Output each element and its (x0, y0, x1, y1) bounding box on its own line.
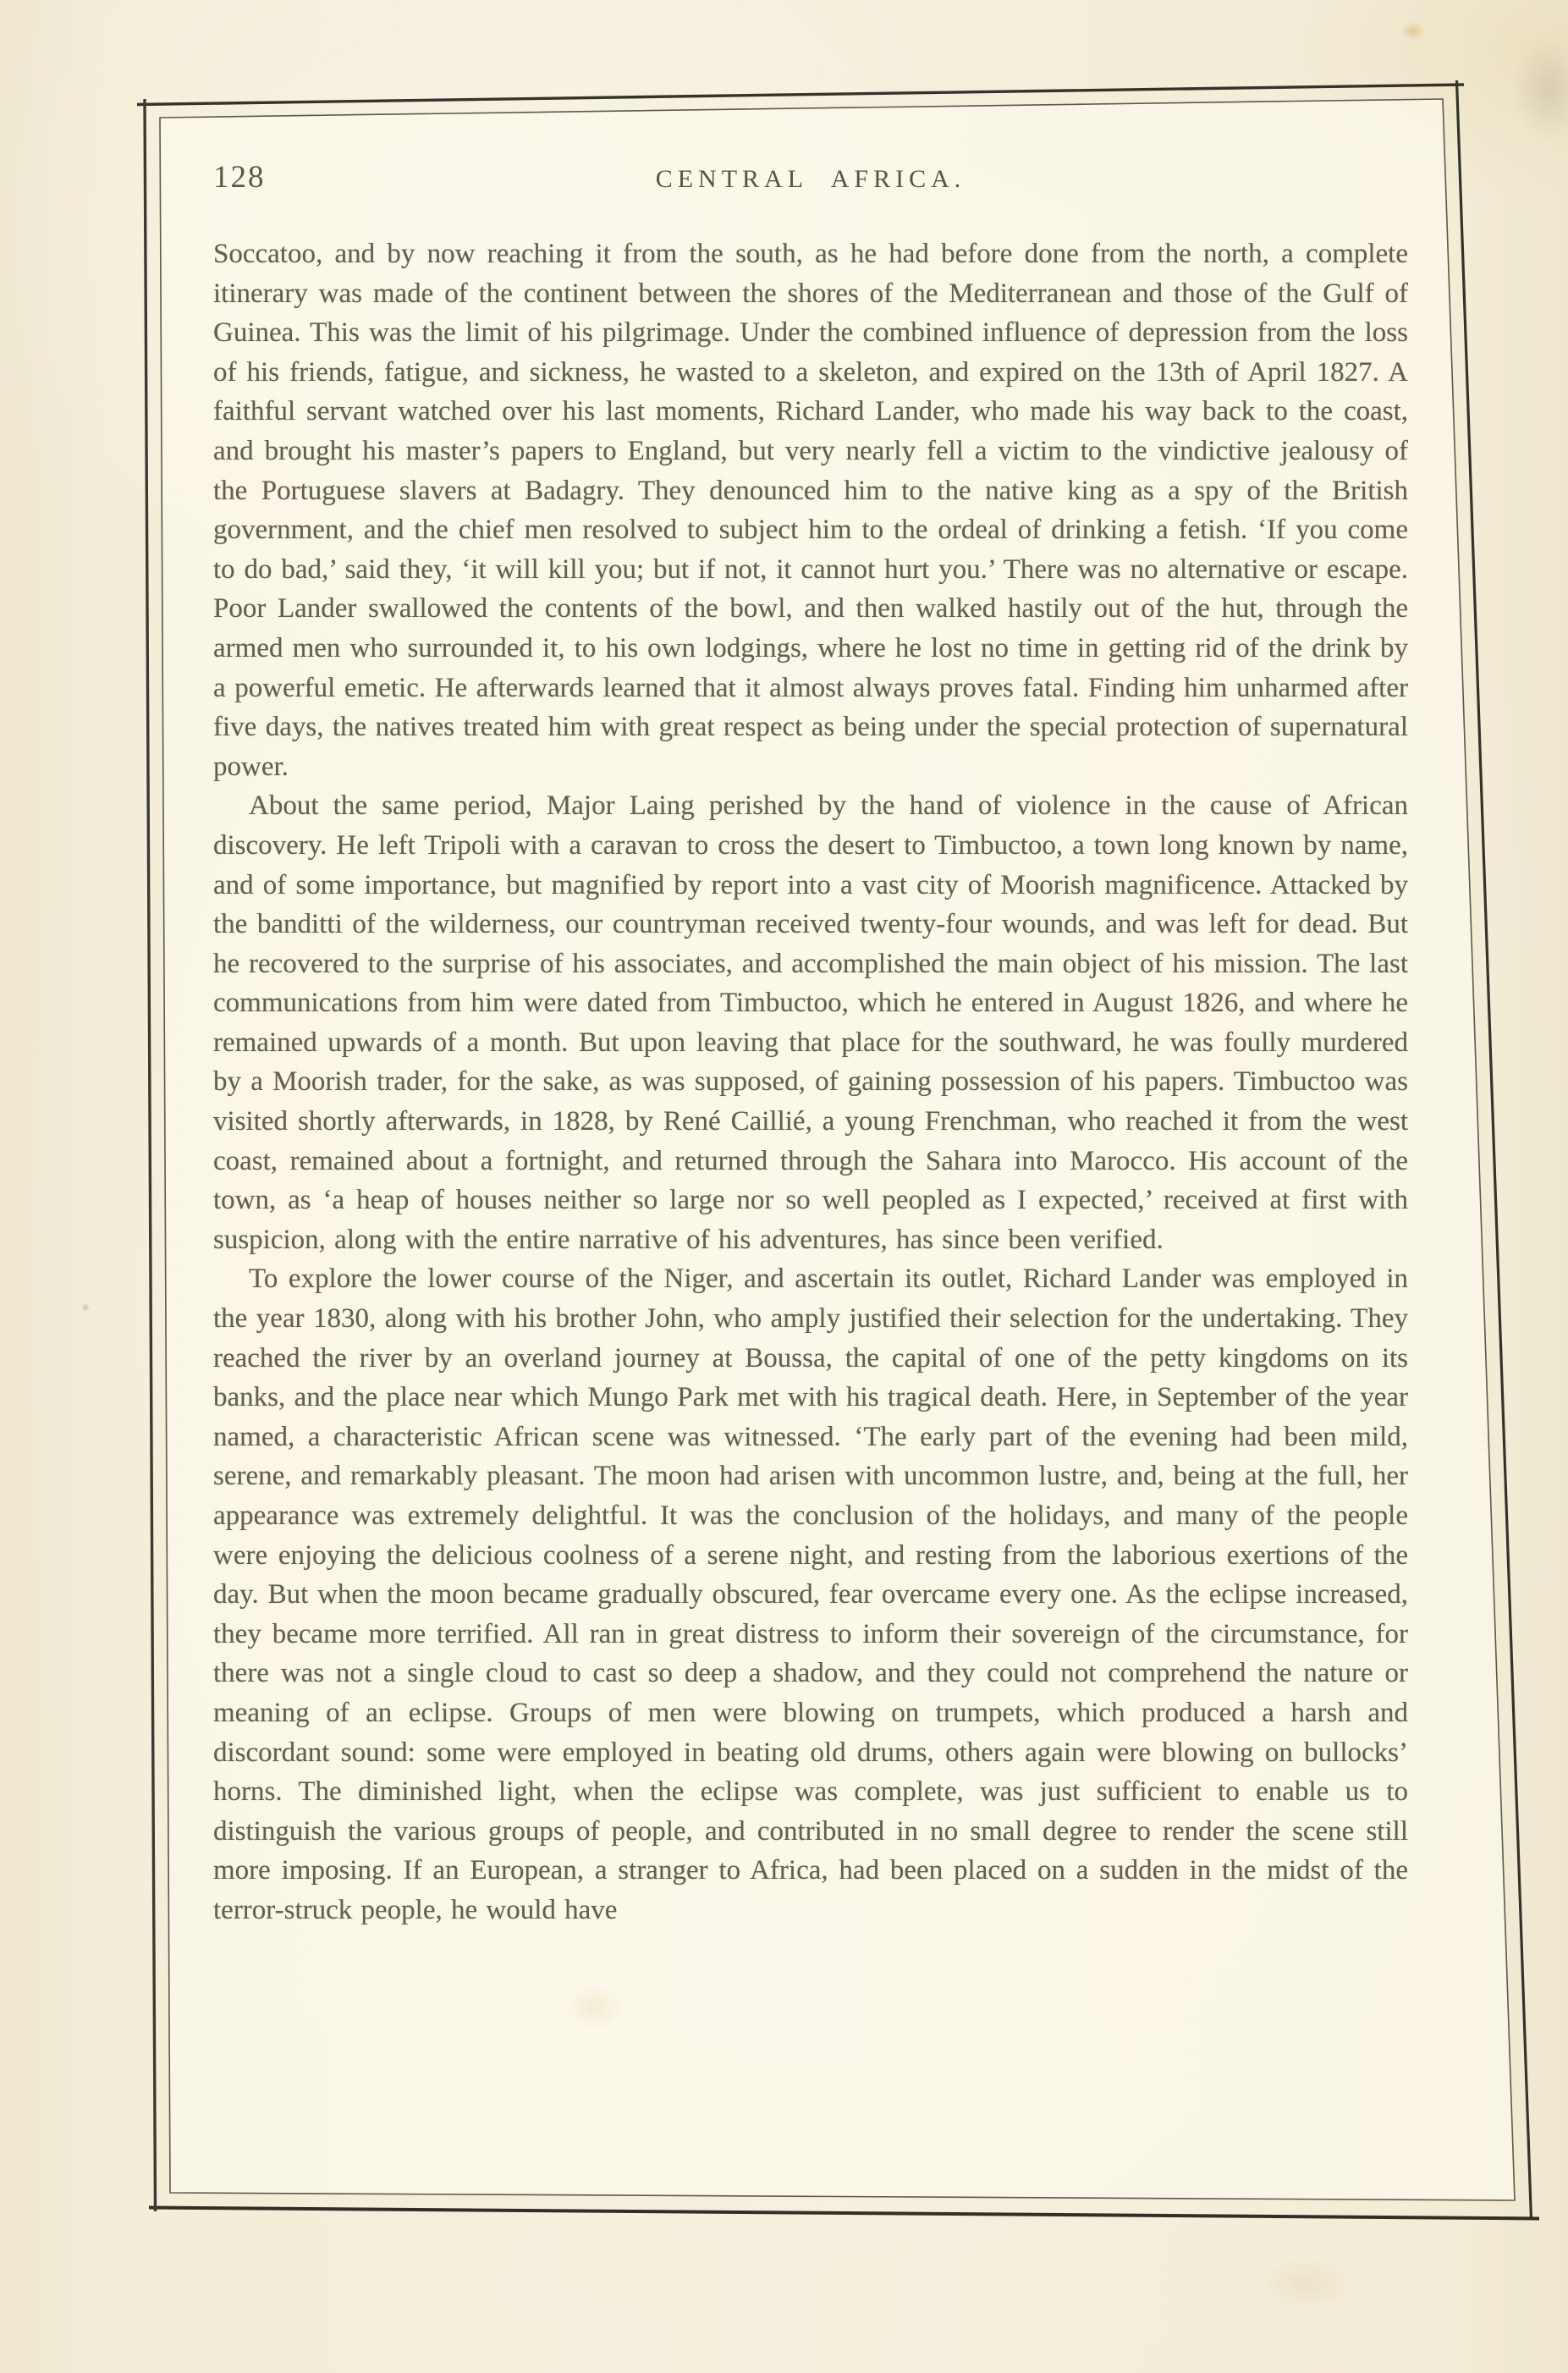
paragraph-3: To explore the lower course of the Niger, and ascertain its outlet, Richard Lander was employed in the year 1830, along with his brother John, who amply justified their selection for the undertaking. They reached the river by an overland journey at Boussa, the capital of one of the petty kingdoms on its banks, and the place near which Mungo Park met with his tragical death. Here, in September of the year named, a characteristic African scene was witnessed. ‘The early part of the evening had been mild, serene, and remarkably pleasant. The moon had arisen with uncommon lustre, and, being at the full, her appearance was extremely delightful. It was the conclusion of the holidays, and many of the people were enjoying the delicious coolness of a serene night, and resting from the laborious exertions of the day. But when the moon became gradually obscured, fear overcame every one. As the eclipse increased, they became more terrified. All ran in great distress to inform their sovereign of the circumstance, for there was not a single cloud to cast so deep a shadow, and they could not comprehend the nature or meaning of an eclipse. Groups of men were blowing on trumpets, which produced a harsh and discordant sound: some were employed in beating old drums, others again were blowing on bullocks’ horns. The diminished light, when the eclipse was complete, was just sufficient to enable us to distinguish the various groups of people, and contributed in no small degree to render the scene still more imposing. If an European, a stranger to Africa, had been placed on a sudden in the midst of the terror-struck people, he would have (213, 1264, 1408, 1925)
page-number: 128 (213, 160, 266, 195)
text-block (213, 159, 1408, 1930)
page-header (213, 159, 1408, 195)
paragraph-2: About the same period, Major Laing perished by the hand of violence in the cause of African discovery. He left Tripoli with a caravan to cross the desert to Timbuctoo, a town long known by name, and of some importance, but magnified by report into a vast city of Moorish magnificence. Attacked by the banditti of the wilderness, our countryman received twenty-four wounds, and was left for dead. But he recovered to the surprise of his associates, and accomplished the main object of his mission. The last communications from him were dated from Timbuctoo, which he entered in August 1826, and where he remained upwards of a month. But upon leaving that place for the southward, he was foully murdered by a Moorish trader, for the sake, as was supposed, of gaining possession of his papers. Timbuctoo was visited shortly afterwards, in 1828, by René Caillié, a young Frenchman, who reached it from the west coast, remained about a fortnight, and returned through the Sahara into Marocco. His account of the town, as ‘a heap of houses neither so large nor so well peopled as I expected,’ received at first with suspicion, along with the entire narrative of his adventures, has since been verified. (213, 790, 1408, 1255)
running-title: CENTRAL AFRICA. (655, 165, 966, 193)
paragraph-1: Soccatoo, and by now reaching it from the south, as he had before done from the north, a complete itinerary was made of the continent between the shores of the Mediterranean and those of the Gulf of Guinea. This was the limit of his pilgrimage. Under the combined influence of depression from the loss of his friends, fatigue, and sickness, he wasted to a skeleton, and expired on the 13th of April 1827. A faithful servant watched over his last moments, Richard Lander, who made his way back to the coast, and brought his master’s papers to England, but very nearly fell a victim to the vindictive jealousy of the Portuguese slavers at Badagry. They denounced him to the native king as a spy of the British government, and the chief men resolved to subject him to the ordeal of drinking a fetish. ‘If you come to do bad,’ said they, ‘it will kill you; but if not, it cannot hurt you.’ There was no alternative or escape. Poor Lander swallowed the contents of the bowl, and then walked hastily out of the hut, through the armed men who surrounded it, to his own lodgings, where he lost no time in getting rid of the drink by a powerful emetic. He afterwards learned that it almost always proves fatal. Finding him unharmed after five days, the natives treated him with great respect as being under the special protection of supernatural power. (213, 239, 1408, 782)
page-body (213, 234, 1408, 1930)
